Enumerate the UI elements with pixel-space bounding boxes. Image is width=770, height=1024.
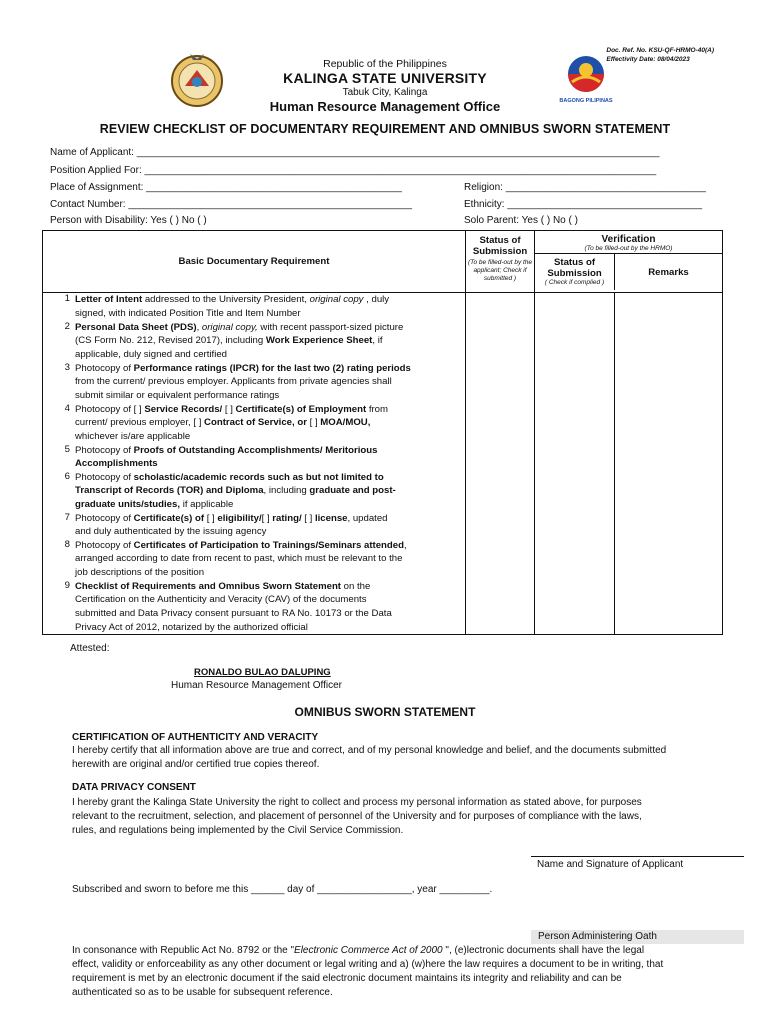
consonance-line: In consonance with Republic Act No. 8792 or the "Electronic Commerce Act of 2000 ", (e)lectronic documents shall have the legal xyxy=(72,945,645,956)
requirement-number: 3 xyxy=(43,362,74,403)
column-header-verification: Verification (To be filled-out by the HRMO) Status of Submission ( Check if complied ) Remarks xyxy=(535,231,723,293)
requirement-description xyxy=(73,293,466,321)
republic-label: Republic of the Philippines xyxy=(323,58,447,70)
cav-text xyxy=(72,744,752,772)
cav-heading: CERTIFICATION OF AUTHENTICITY AND VERACITY xyxy=(72,732,319,743)
cav-line: I hereby certify that all information above are true and correct, and of my personal knowledge and belief, and the documents submitted xyxy=(72,745,667,756)
requirement-number: 9 xyxy=(43,580,74,635)
religion-field[interactable]: Religion: ____________________________________ xyxy=(464,182,706,193)
requirement-line: Photocopy of Certificate(s) of [ ] eligibility/[ ] rating/ [ ] license, updated xyxy=(75,512,388,524)
page-title: REVIEW CHECKLIST OF DOCUMENTARY REQUIREMENT AND OMNIBUS SWORN STATEMENT xyxy=(99,122,671,136)
requirement-line: Checklist of Requirements and Omnibus Sworn Statement on the xyxy=(75,580,371,592)
bp-logo-text: BAGONG PILIPINAS xyxy=(559,98,613,104)
requirement-line: Certification on the Authenticity and Veracity (CAV) of the documents xyxy=(75,594,367,606)
requirement-number: 6 xyxy=(43,471,74,512)
requirement-description xyxy=(73,539,466,580)
solo-parent-checkbox-field[interactable]: Solo Parent: Yes ( ) No ( ) xyxy=(464,215,578,226)
requirement-line: signed, with indicated Position Title and Item Number xyxy=(75,307,301,319)
applicant-signature-line[interactable] xyxy=(531,856,744,857)
requirement-description xyxy=(73,444,466,471)
requirement-line: graduate units/studies, if applicable xyxy=(75,498,234,510)
privacy-heading: DATA PRIVACY CONSENT xyxy=(72,782,196,793)
hrmo-officer-role: Human Resource Management Officer xyxy=(171,680,343,691)
doc-ref-number: Doc. Ref. No. KSU-QF-HRMO-40(A) xyxy=(606,47,714,54)
applicant-signature-label: Name and Signature of Applicant xyxy=(537,859,684,870)
requirement-number: 4 xyxy=(43,403,74,444)
requirement-number: 8 xyxy=(43,539,74,580)
applicant-status-cell[interactable] xyxy=(466,293,535,635)
requirement-line: applicable, duly signed and certified xyxy=(75,348,228,360)
omnibus-title: OMNIBUS SWORN STATEMENT xyxy=(294,705,476,719)
city-label: Tabuk City, Kalinga xyxy=(342,87,428,98)
requirement-line: Photocopy of Performance ratings (IPCR) for the last two (2) rating periods xyxy=(75,362,411,374)
requirement-description xyxy=(73,321,466,362)
university-name: KALINGA STATE UNIVERSITY xyxy=(283,70,487,86)
requirement-line: whichever is/are applicable xyxy=(75,430,191,442)
requirement-line: submitted and Data Privacy consent pursuant to RA No. 10173 or the Data xyxy=(75,608,392,620)
ethnicity-field[interactable]: Ethnicity: ___________________________________ xyxy=(464,199,703,210)
applicant-name-field[interactable]: Name of Applicant: ______________________________________________________________________________________________ xyxy=(50,147,660,158)
cav-line: herewith are original and/or certified true copies thereof. xyxy=(72,759,320,770)
pwd-checkbox-field[interactable]: Person with Disability: Yes ( ) No ( ) xyxy=(50,215,207,226)
requirement-description xyxy=(73,512,466,539)
requirement-line: Letter of Intent addressed to the University President, original copy , duly xyxy=(75,294,390,305)
privacy-line: relevant to the recruitment, selection, and placement of personnel of the University and for purposes of compliance with the laws, xyxy=(72,811,642,822)
column-header-requirement: Basic Documentary Requirement xyxy=(43,231,466,293)
requirement-description xyxy=(73,403,466,444)
table-row xyxy=(43,293,723,321)
requirements-table xyxy=(42,230,723,635)
requirement-description xyxy=(73,471,466,512)
requirement-line: arranged according to date from recent to past, which must be relevant to the xyxy=(75,553,403,565)
requirement-line: job descriptions of the position xyxy=(75,567,205,579)
requirement-line: submit similar or equivalent performance ratings xyxy=(75,389,280,401)
requirement-line: current/ previous employer, [ ] Contract of Service, or [ ] MOA/MOU, xyxy=(75,417,371,429)
requirement-number: 2 xyxy=(43,321,74,362)
requirements-body xyxy=(43,293,723,635)
remarks-cell[interactable] xyxy=(615,293,723,635)
requirement-line: from the current/ previous employer. Applicants from private agencies shall xyxy=(75,376,392,388)
subscribed-sworn-text[interactable]: Subscribed and sworn to before me this ______ day of _________________, year _________. xyxy=(72,884,493,895)
requirement-number: 7 xyxy=(43,512,74,539)
privacy-line: rules, and regulations being implemented by the Civil Service Commission. xyxy=(72,825,404,836)
position-applied-field[interactable]: Position Applied For: ____________________________________________________________________________________________ xyxy=(50,165,657,176)
consonance-line: effect, validity or enforceability as any other document or legal writing and a) (w)here the law requires a document to be in writing, that xyxy=(72,959,664,970)
requirement-line: Transcript of Records (TOR) and Diploma, including graduate and post- xyxy=(75,485,396,497)
requirement-line: Accomplishments xyxy=(75,458,158,470)
attested-label: Attested: xyxy=(70,643,110,654)
privacy-text xyxy=(72,796,752,838)
requirement-line: Photocopy of scholastic/academic records such as but not limited to xyxy=(75,471,384,483)
consonance-text xyxy=(72,944,752,1000)
contact-number-field[interactable]: Contact Number: ___________________________________________________ xyxy=(50,199,413,210)
requirement-line: Photocopy of Proofs of Outstanding Accomplishments/ Meritorious xyxy=(75,444,378,456)
requirement-line: (CS Form No. 212, Revised 2017), including Work Experience Sheet, if xyxy=(75,335,383,347)
column-header-remarks: Remarks xyxy=(615,253,722,290)
office-name: Human Resource Management Office xyxy=(269,99,501,114)
requirement-line: Photocopy of [ ] Service Records/ [ ] Certificate(s) of Employment from xyxy=(75,403,389,415)
privacy-line: I hereby grant the Kalinga State University the right to collect and process my personal information as stated above, for purposes xyxy=(72,797,642,808)
requirement-description xyxy=(73,580,466,635)
requirement-description xyxy=(73,362,466,403)
consonance-line: authenticated so as to be usable for subsequent reference. xyxy=(72,987,333,998)
requirement-line: Photocopy of Certificates of Participation to Trainings/Seminars attended, xyxy=(75,539,407,551)
hrmo-officer-name: RONALDO BULAO DALUPING xyxy=(194,667,331,678)
consonance-line: requirement is met by an electronic document if the said electronic document maintains its integrity and reliability and can be xyxy=(72,973,622,984)
column-header-status: Status of Submission (To be filled-out by the applicant; Check if submitted ) xyxy=(466,231,535,293)
column-header-verification-status: Status of Submission ( Check if complied ) xyxy=(535,253,615,290)
place-of-assignment-field[interactable]: Place of Assignment: ______________________________________________ xyxy=(50,182,402,193)
doc-effectivity-date: Effectivity Date: 08/04/2023 xyxy=(606,56,690,63)
requirement-line: and duly authenticated by the issuing agency xyxy=(75,526,267,538)
verification-status-cell[interactable] xyxy=(535,293,615,635)
requirement-line: Privacy Act of 2012, notarized by the authorized official xyxy=(75,621,308,633)
administering-oath-label: Person Administering Oath xyxy=(538,931,657,942)
requirement-number: 5 xyxy=(43,444,74,471)
requirement-number: 1 xyxy=(43,293,74,321)
requirement-line: Personal Data Sheet (PDS), original copy, with recent passport-sized picture xyxy=(75,321,404,333)
